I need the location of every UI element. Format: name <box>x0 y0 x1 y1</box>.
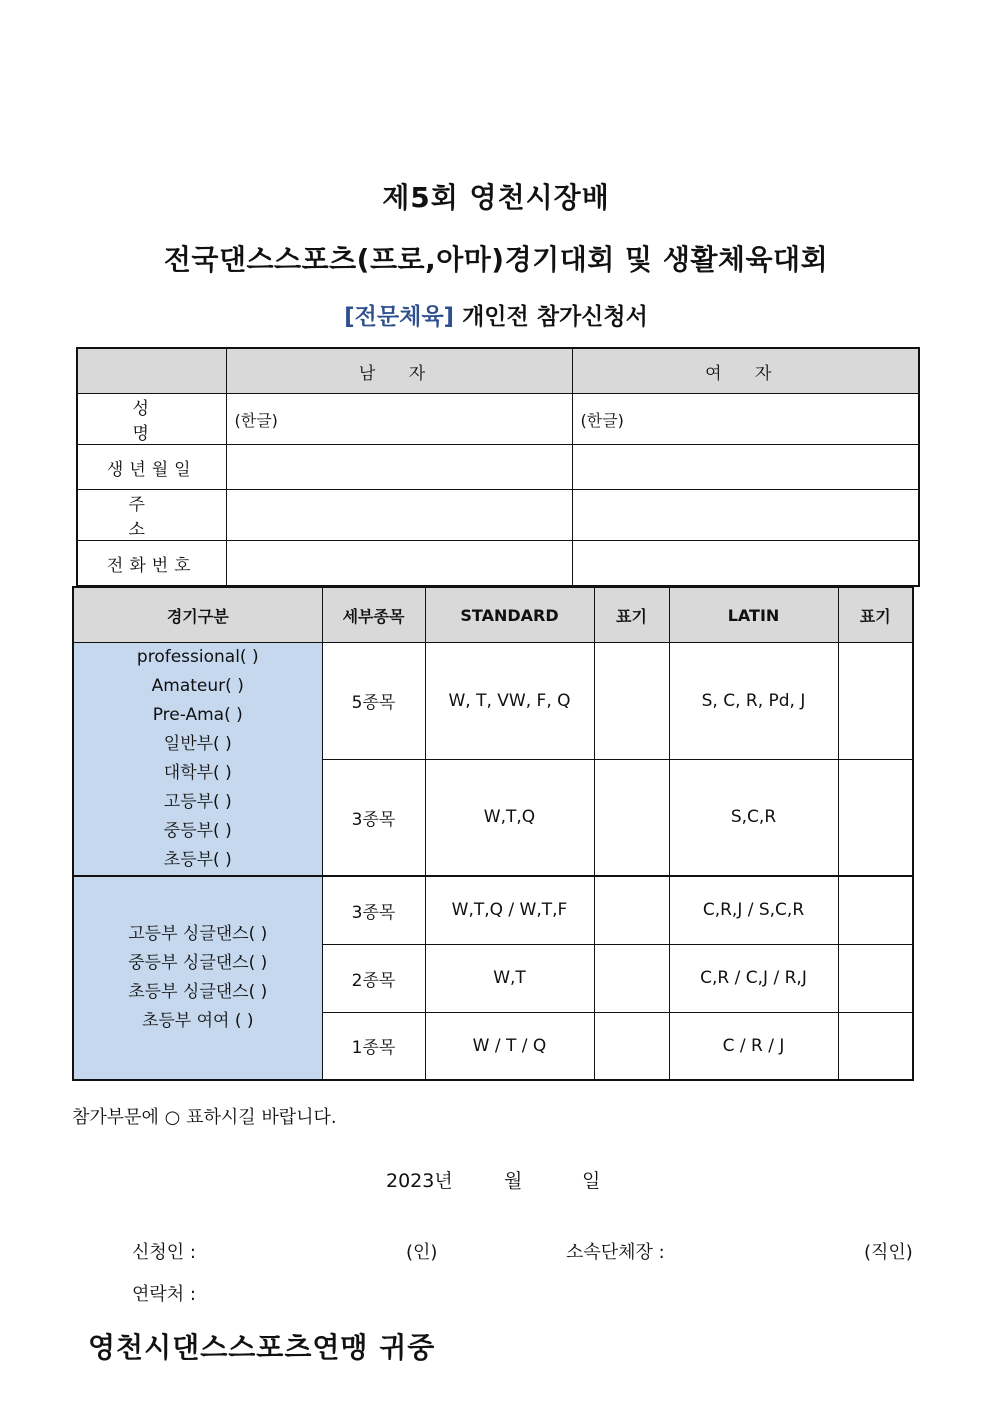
category-university[interactable]: 대학부( ) <box>163 763 232 783</box>
male-header: 남 자 <box>226 348 572 394</box>
header-standard: STANDARD <box>425 587 594 643</box>
event-row <box>73 643 913 760</box>
standard-dances: W,T <box>425 944 594 1012</box>
contact-label: 연락처 : <box>132 1284 196 1305</box>
category-general[interactable]: 일반부( ) <box>163 734 232 754</box>
header-category: 경기구분 <box>73 587 322 643</box>
form-subtitle <box>0 298 992 331</box>
female-header: 여 자 <box>572 348 919 394</box>
event-count: 3종목 <box>322 876 425 944</box>
female-birthdate-field[interactable] <box>572 445 919 490</box>
org-head-seal[interactable]: (직인) <box>864 1242 913 1263</box>
latin-mark-cell[interactable] <box>838 1012 913 1080</box>
date-year: 2023년 <box>386 1170 453 1192</box>
male-address-field[interactable] <box>226 490 572 541</box>
category-elementary-female-pair[interactable]: 초등부 여여 ( ) <box>141 1011 254 1031</box>
applicant-seal[interactable]: (인) <box>406 1242 438 1263</box>
male-name-field[interactable]: (한글) <box>226 394 572 445</box>
latin-dances: C / R / J <box>669 1012 838 1080</box>
date-month[interactable]: 월 <box>504 1170 523 1192</box>
personal-info-table <box>76 347 920 587</box>
standard-mark-cell[interactable] <box>594 643 669 760</box>
latin-mark-cell[interactable] <box>838 759 913 876</box>
blank-header-cell <box>77 348 226 394</box>
latin-mark-cell[interactable] <box>838 876 913 944</box>
title-line-1: 제5회 영천시장배 <box>382 181 610 214</box>
header-standard-mark: 표기 <box>594 587 669 643</box>
female-phone-field[interactable] <box>572 541 919 587</box>
category-elementary[interactable]: 초등부( ) <box>163 850 232 870</box>
latin-dances: C,R,J / S,C,R <box>669 876 838 944</box>
female-address-field[interactable] <box>572 490 919 541</box>
standard-mark-cell[interactable] <box>594 944 669 1012</box>
standard-dances: W,T,Q / W,T,F <box>425 876 594 944</box>
phone-row <box>77 541 919 587</box>
application-date <box>386 1166 600 1193</box>
standard-mark-cell[interactable] <box>594 876 669 944</box>
header-event-count: 세부종목 <box>322 587 425 643</box>
header-latin-mark: 표기 <box>838 587 913 643</box>
category-high-school[interactable]: 고등부( ) <box>163 792 232 812</box>
person-header-row <box>77 348 919 394</box>
latin-dances: C,R / C,J / R,J <box>669 944 838 1012</box>
event-count: 3종목 <box>322 759 425 876</box>
birthdate-label: 생년월일 <box>77 445 226 490</box>
standard-mark-cell[interactable] <box>594 1012 669 1080</box>
male-phone-field[interactable] <box>226 541 572 587</box>
latin-dances: S,C,R <box>669 759 838 876</box>
title-line-2: 전국댄스스포츠(프로,아마)경기대회 및 생활체육대회 <box>163 243 829 276</box>
event-header-row <box>73 587 913 643</box>
subtitle-accent: [전문체육] <box>344 304 455 330</box>
header-latin: LATIN <box>669 587 838 643</box>
standard-dances: W, T, VW, F, Q <box>425 643 594 760</box>
category-pre-ama[interactable]: Pre-Ama( ) <box>152 705 243 725</box>
group1-category-cell <box>73 643 322 877</box>
event-row <box>73 876 913 944</box>
recipient-footer: 영천시댄스스포츠연맹 귀중 <box>88 1331 436 1364</box>
birthdate-row <box>77 445 919 490</box>
event-count: 2종목 <box>322 944 425 1012</box>
female-name-field[interactable]: (한글) <box>572 394 919 445</box>
address-label: 주 소 <box>77 490 226 541</box>
instruction-note: 참가부문에 ○ 표하시길 바랍니다. <box>72 1107 337 1128</box>
address-row <box>77 490 919 541</box>
category-middle-school[interactable]: 중등부( ) <box>163 821 232 841</box>
category-professional[interactable]: professional( ) <box>136 647 259 667</box>
org-head-label: 소속단체장 : <box>566 1242 665 1263</box>
subtitle-rest: 개인전 참가신청서 <box>454 304 648 330</box>
standard-mark-cell[interactable] <box>594 759 669 876</box>
category-high-school-single[interactable]: 고등부 싱글댄스( ) <box>128 924 268 944</box>
standard-dances: W,T,Q <box>425 759 594 876</box>
event-count: 5종목 <box>322 643 425 760</box>
name-row <box>77 394 919 445</box>
category-amateur[interactable]: Amateur( ) <box>151 676 244 696</box>
category-elementary-single[interactable]: 초등부 싱글댄스( ) <box>128 982 268 1002</box>
event-selection-table <box>72 586 914 1081</box>
date-day[interactable]: 일 <box>582 1170 601 1192</box>
applicant-label: 신청인 : <box>132 1242 196 1263</box>
phone-label: 전화번호 <box>77 541 226 587</box>
male-birthdate-field[interactable] <box>226 445 572 490</box>
standard-dances: W / T / Q <box>425 1012 594 1080</box>
group2-category-cell <box>73 876 322 1080</box>
name-label: 성 명 <box>77 394 226 445</box>
category-middle-school-single[interactable]: 중등부 싱글댄스( ) <box>128 953 268 973</box>
latin-mark-cell[interactable] <box>838 643 913 760</box>
latin-dances: S, C, R, Pd, J <box>669 643 838 760</box>
latin-mark-cell[interactable] <box>838 944 913 1012</box>
event-count: 1종목 <box>322 1012 425 1080</box>
